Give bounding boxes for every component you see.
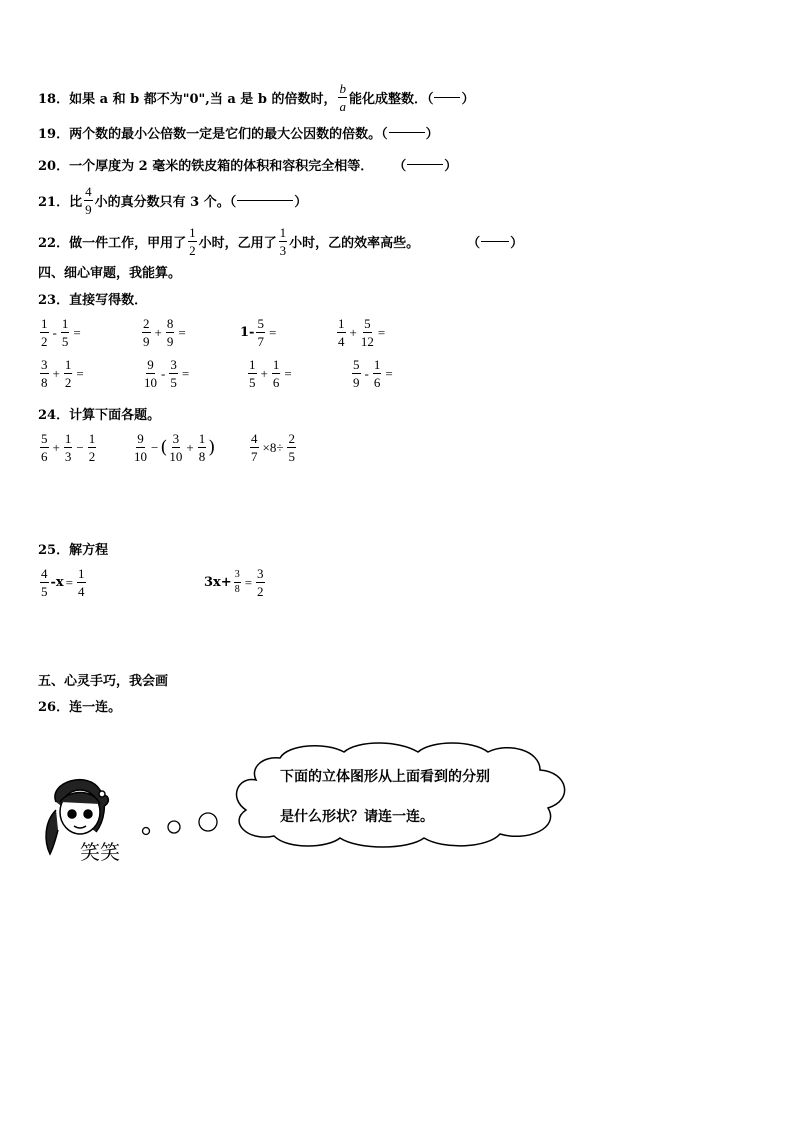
numerator: b [339,80,346,96]
math-symbol: = [178,324,186,340]
q23-r2-expr-b [142,358,191,389]
question-21 [38,183,308,217]
denominator: 8 [198,449,206,464]
numerator: 3 [41,357,48,372]
denominator: 5 [170,375,177,390]
q20-number: 20． [38,158,70,174]
math-symbol: = [181,365,190,381]
denominator: 10 [134,449,147,464]
denominator: 3 [279,242,287,258]
math-symbol: + [52,439,60,455]
fraction [64,358,73,389]
q21-fraction [84,185,93,216]
fraction [256,317,265,348]
denominator: 12 [360,334,374,349]
fraction [352,358,361,389]
fraction [337,317,346,348]
question-23-title: 23．直接写得数． [38,292,148,308]
math-symbol: + [260,365,268,381]
numerator: 4 [85,183,92,199]
numerator: 3 [257,566,264,581]
q23-r1-expr-b [140,317,188,348]
denominator: 5 [288,449,295,464]
q18-close: ） [461,91,475,107]
q23-r2-expr-d [350,358,395,389]
math-symbol: = [76,365,84,381]
fraction [142,317,151,348]
fraction [234,570,241,595]
numerator: 9 [147,357,154,372]
math-symbol: + [349,324,357,340]
question-18 [38,80,475,114]
denominator: 7 [251,449,258,464]
fraction [248,358,257,389]
denominator: 5 [61,334,69,349]
q20-text: 一个厚度为 2 毫米的铁皮箱的体积和容积完全相等． [69,158,374,174]
q24-expr-1 [38,432,98,463]
q21-close: ） [294,194,308,210]
fraction [64,432,73,463]
q20-answer-blank[interactable] [407,163,443,165]
fraction [373,358,382,389]
numerator: 4 [251,431,258,446]
q22-number: 22． [38,235,70,251]
q21-number: 21． [38,194,70,210]
q18-text-pre: 如果 a 和 b 都不为"0",当 a 是 b 的倍数时， [69,91,337,107]
denominator: 6 [373,375,381,390]
fraction [287,432,296,463]
math-symbol: 1- [240,325,255,340]
denominator: 9 [166,334,174,349]
q22-answer-blank[interactable] [481,240,509,242]
fraction [169,432,182,463]
math-symbol: = [268,324,277,340]
denominator: 8 [41,375,48,390]
math-symbol: + [186,439,194,455]
q18-fraction [338,82,347,113]
numerator: 1 [373,357,381,372]
numerator: 5 [41,431,48,446]
numerator: 1 [189,224,196,240]
denominator: 5 [249,375,256,390]
numerator: 5 [364,316,371,331]
denominator: a [339,98,346,114]
q22-text-a: 做一件工作，甲用了 [69,235,187,251]
fraction [169,358,178,389]
numerator: 8 [166,316,174,331]
math-symbol: = [73,324,81,340]
denominator: 8 [234,584,240,595]
numerator: 9 [137,431,144,446]
denominator: 9 [353,375,360,390]
fraction [250,432,259,463]
numerator: 1 [279,224,287,240]
denominator: 10 [144,375,157,390]
numerator: 1 [61,316,69,331]
fraction [40,317,49,348]
math-symbol: − [151,439,159,455]
numerator: 1 [41,316,48,331]
fraction [40,358,49,389]
numerator: 1 [64,357,72,372]
numerator: 4 [41,566,48,581]
numerator: 1 [78,566,85,581]
q22-text-c: 小时，乙的效率高些。 [289,235,420,251]
numerator: 1 [198,431,206,446]
q20-close: ） [444,158,458,174]
numerator: 2 [288,431,295,446]
q22-fraction-1 [188,226,197,257]
q19-text: 两个数的最小公倍数一定是它们的最大公因数的倍数。（ [69,126,388,142]
denominator: 2 [64,375,72,390]
denominator: 4 [338,334,345,349]
q23-r2-expr-c [246,358,294,389]
girl-name-label: 笑笑 [80,840,120,864]
numerator: 5 [353,357,360,372]
fraction [134,432,147,463]
thought-cloud [218,738,580,850]
math-symbol: 3x+ [204,575,232,590]
thought-dots [136,808,226,838]
q23-r2-expr-a [38,358,86,389]
denominator: 2 [189,242,196,258]
math-symbol: - [52,324,57,340]
denominator: 2 [41,334,48,349]
denominator: 3 [64,449,72,464]
fraction [77,567,86,598]
q23-r1-expr-c [240,317,278,348]
numerator: 3 [234,570,241,583]
math-symbol: + [52,365,60,381]
denominator: 7 [257,334,264,349]
math-symbol: − [76,439,84,455]
fraction [40,567,49,598]
math-symbol: = [377,324,386,340]
numerator: 1 [272,357,280,372]
q22-fraction-2 [279,226,288,257]
math-symbol: = [65,574,73,590]
question-26-title: 26．连一连。 [38,699,122,715]
fraction [361,317,374,348]
q24-expr-3 [248,432,298,463]
fraction [166,317,175,348]
fraction [61,317,70,348]
denominator: 6 [272,375,280,390]
denominator: 2 [257,584,264,599]
q22-text-b: 小时，乙用了 [198,235,277,251]
q25-equation-1 [38,567,88,598]
q20-open: （ [393,158,407,174]
cloud-text-line-1: 下面的立体图形从上面看到的分别 [280,769,490,785]
cloud-text-line-2: 是什么形状？请连一连。 [280,809,434,825]
question-25-title: 25．解方程 [38,542,109,558]
numerator: 1 [88,431,96,446]
numerator: 1 [249,357,256,372]
q18-text-post: 能化成整数．（ [348,91,434,107]
math-symbol: ( [160,437,168,458]
section-4-heading: 四、细心审题，我能算。 [38,265,182,281]
fraction [88,432,97,463]
math-symbol: -x [50,575,64,590]
math-symbol: - [364,365,369,381]
question-22 [38,224,524,258]
q25-equation-2 [204,567,267,598]
denominator: 10 [169,449,183,464]
fraction [256,567,265,598]
denominator: 5 [41,584,48,599]
q22-close: ） [510,235,524,251]
q21-answer-blank[interactable] [237,199,293,201]
fraction [198,432,207,463]
question-20 [38,150,457,178]
fraction [40,432,49,463]
math-symbol: + [154,324,162,340]
denominator: 9 [143,334,150,349]
q19-answer-blank[interactable] [389,131,425,133]
q21-text-post: 小的真分数只有 3 个。（ [94,194,237,210]
numerator: 3 [172,431,180,446]
fraction [144,358,157,389]
fraction [272,358,281,389]
section-5-heading: 五、心灵手巧，我会画 [38,673,169,689]
q24-expr-2 [132,432,215,463]
q23-r1-expr-a [38,317,83,348]
denominator: 6 [41,449,48,464]
math-symbol: ×8÷ [262,439,284,455]
math-symbol: = [385,365,393,381]
q19-close: ） [425,126,439,142]
math-symbol: = [244,574,253,590]
denominator: 2 [88,449,96,464]
numerator: 1 [64,431,72,446]
numerator: 3 [170,357,177,372]
q18-number: 18． [38,91,70,107]
question-24-title: 24．计算下面各题。 [38,407,161,423]
q18-answer-blank[interactable] [434,96,460,98]
math-symbol: - [161,365,166,381]
q19-number: 19． [38,126,70,142]
question-19 [38,118,439,146]
denominator: 9 [85,201,92,217]
numerator: 1 [338,316,345,331]
numerator: 2 [143,316,150,331]
denominator: 4 [78,584,85,599]
numerator: 5 [257,316,264,331]
math-symbol: = [284,365,292,381]
q23-r1-expr-d [335,317,387,348]
q21-text-pre: 比 [69,194,83,210]
q22-open: （ [467,235,481,251]
math-symbol: ) [208,437,216,458]
